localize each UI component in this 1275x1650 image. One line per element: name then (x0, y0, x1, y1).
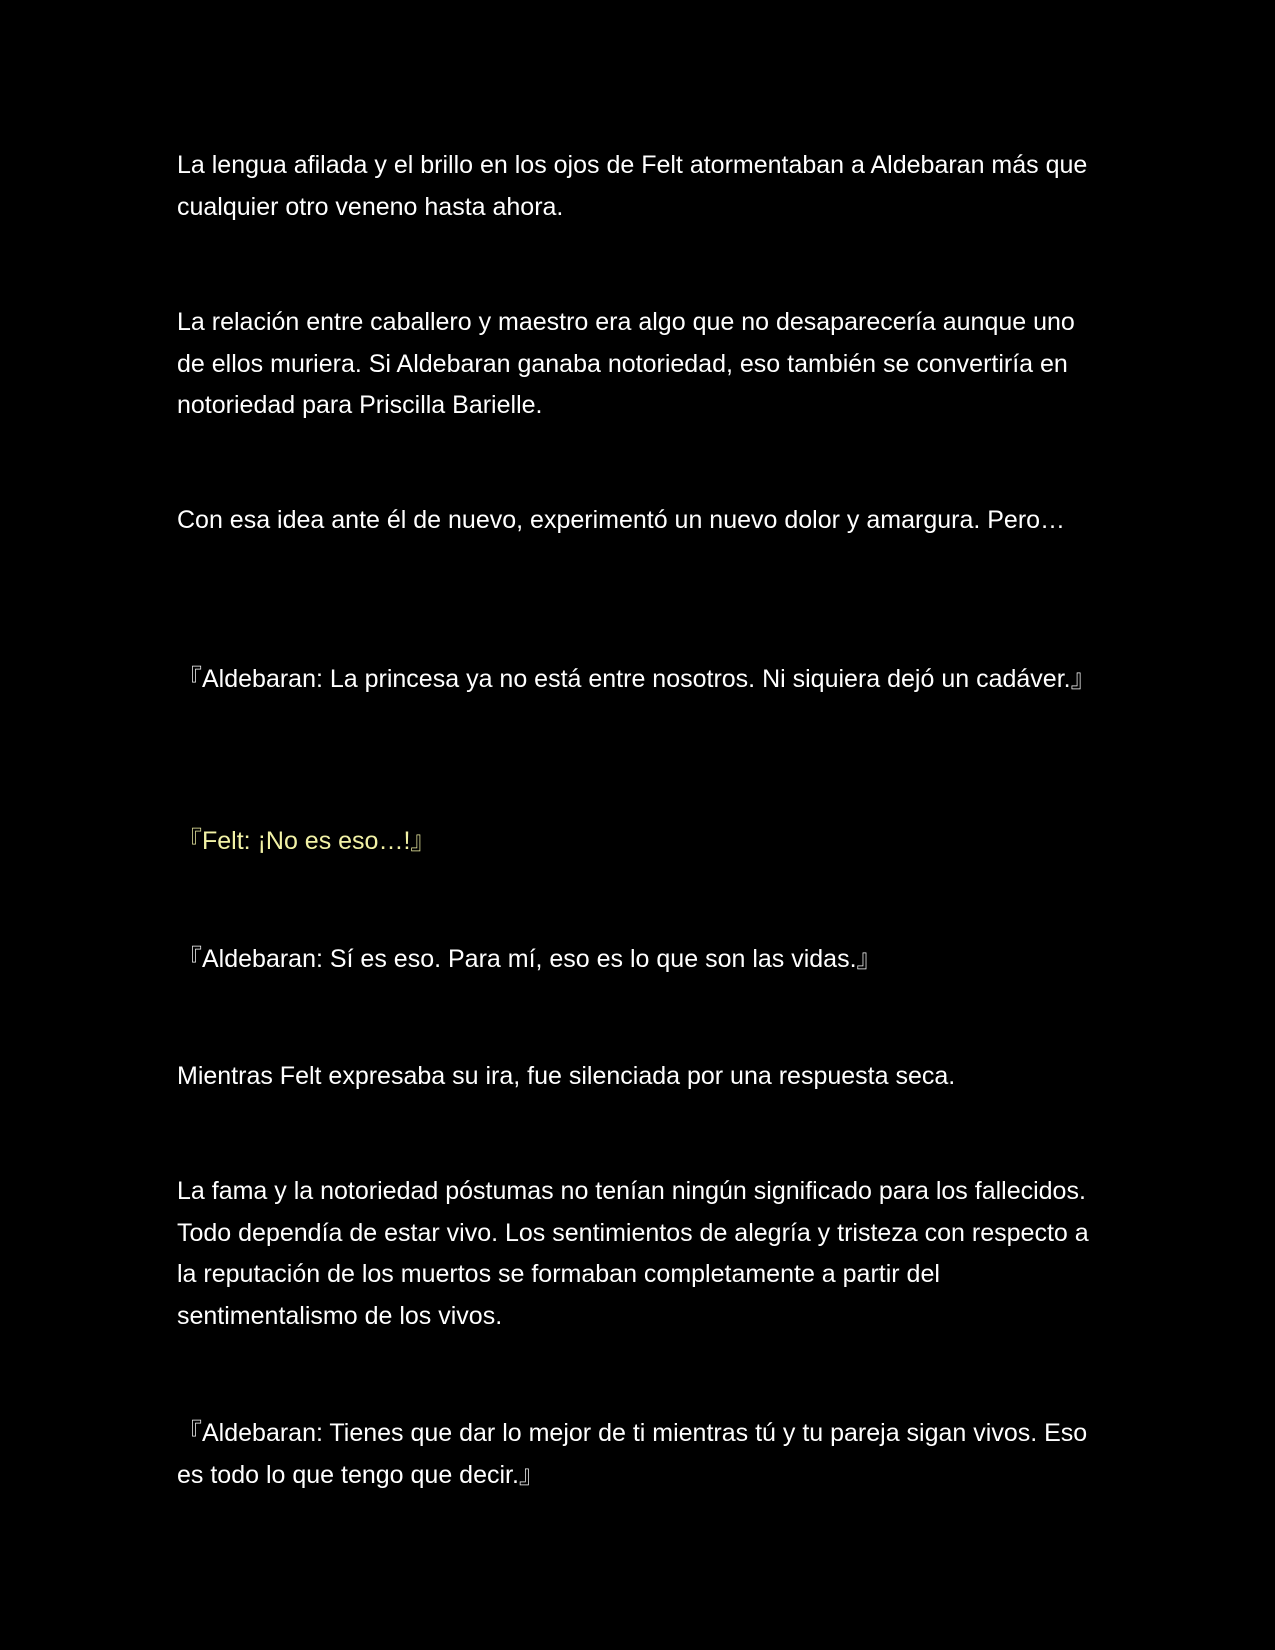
dialogue-aldebaran-2: 『Aldebaran: Sí es eso. Para mí, eso es lo que son las vidas.』 (177, 945, 882, 973)
dialogue-aldebaran-3: 『Aldebaran: Tienes que dar lo mejor de ti mientras tú y tu pareja sigan vivos. Eso es todo lo que tengo que decir.』 (177, 1419, 1088, 1489)
narration-paragraph-1: La lengua afilada y el brillo en los ojos de Felt atormentaban a Aldebaran más que cualquier otro veneno hasta ahora. (177, 151, 1088, 221)
narration-paragraph-2: La relación entre caballero y maestro era algo que no desaparecería aunque uno de ellos muriera. Si Aldebaran ganaba notoriedad, eso también se convertiría en notoriedad para Priscilla Barielle. (177, 308, 1075, 419)
narration-paragraph-4: Mientras Felt expresaba su ira, fue silenciada por una respuesta seca. (177, 1062, 956, 1090)
dialogue-aldebaran-1: 『Aldebaran: La princesa ya no está entre nosotros. Ni siquiera dejó un cadáver.』 (177, 665, 1096, 693)
dialogue-felt: 『Felt: ¡No es eso…!』 (177, 827, 436, 855)
narration-paragraph-5: La fama y la notoriedad póstumas no tenían ningún significado para los fallecidos. Todo dependía de estar vivo. Los sentimientos de alegría y tristeza con respecto a la reputación de los muertos se formaban completamente a partir del sentimentalismo de los vivos. (177, 1177, 1089, 1330)
narration-paragraph-3: Con esa idea ante él de nuevo, experimentó un nuevo dolor y amargura. Pero… (177, 506, 1066, 534)
